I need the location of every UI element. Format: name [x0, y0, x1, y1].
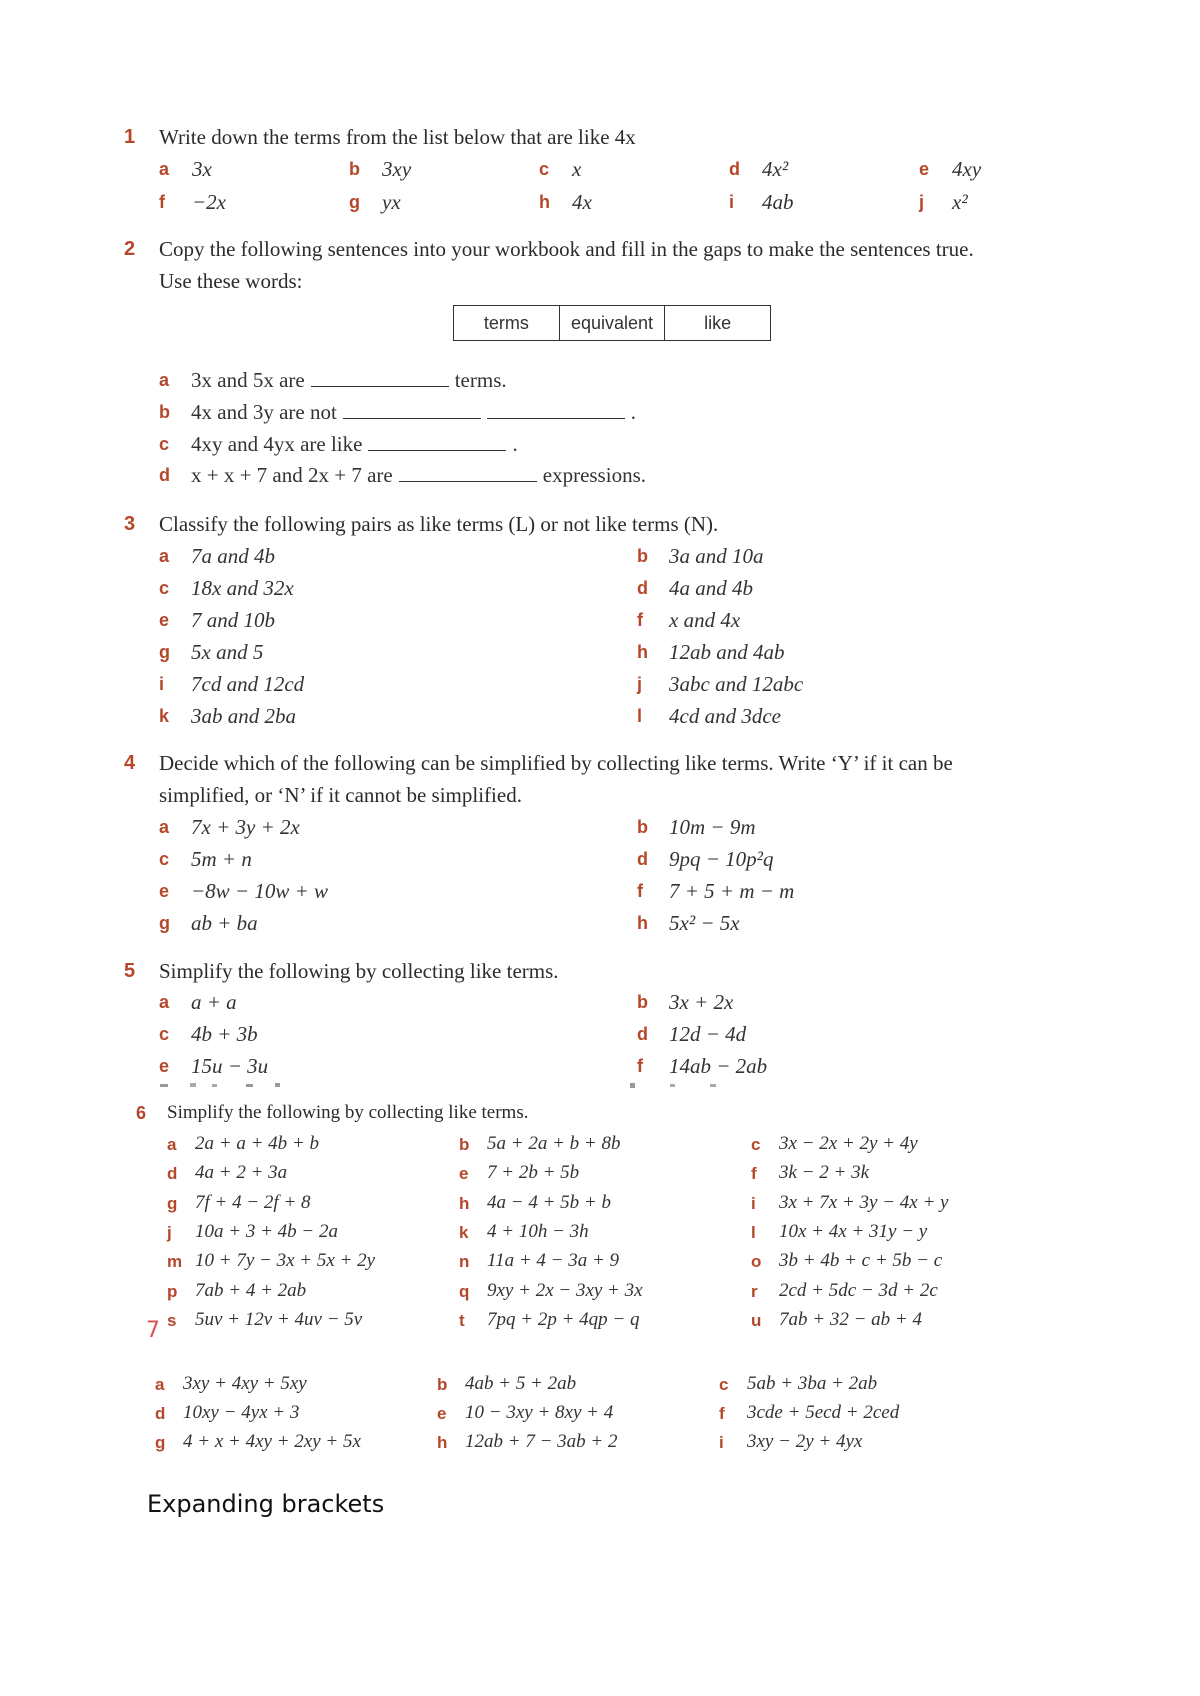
item-expression: 3x − 2x + 2y + 4y — [779, 1133, 918, 1154]
item-label: e — [459, 1164, 469, 1184]
cropped-row-fragment — [150, 1082, 1030, 1088]
item-label: e — [159, 881, 170, 901]
item-expression: 2cd + 5dc − 3d + 2c — [779, 1279, 938, 1301]
item-expression: 4x — [572, 190, 592, 214]
item-label: d — [159, 465, 170, 485]
question-2-number: 2 — [124, 238, 136, 260]
item-label: f — [637, 1056, 643, 1076]
word-equivalent: equivalent — [559, 306, 665, 340]
item-label: n — [459, 1252, 470, 1272]
item-expression: 4 + x + 4xy + 2xy + 5x — [183, 1431, 361, 1452]
item-label: d — [637, 1024, 648, 1044]
item-label: m — [167, 1252, 183, 1272]
item-label: a — [155, 1375, 165, 1394]
item-label: e — [159, 1056, 170, 1076]
item-expression: a + a — [191, 990, 237, 1014]
question-1-prompt: Write down the terms from the list below that are like 4x — [159, 125, 636, 149]
item-label: h — [637, 642, 648, 662]
item-expression: 4a and 4b — [669, 576, 753, 600]
item-label: c — [751, 1135, 761, 1154]
item-label: j — [919, 192, 925, 212]
sentence-start: 3x and 5x are — [191, 368, 305, 392]
item-expression: 3abc and 12abc — [669, 672, 804, 696]
question-7-number: 7 — [146, 1318, 160, 1343]
item-label: g — [159, 642, 170, 662]
item-expression: 5m + n — [191, 847, 252, 871]
item-label: h — [459, 1193, 470, 1213]
item-label: c — [539, 159, 550, 179]
item-label: g — [167, 1193, 178, 1213]
item-label: a — [159, 817, 170, 837]
question-3-prompt: Classify the following pairs as like terms (L) or not like terms (N). — [159, 512, 719, 536]
answer-blank — [311, 370, 449, 387]
item-label: f — [719, 1404, 725, 1423]
item-expression: 7f + 4 − 2f + 8 — [195, 1191, 311, 1213]
item-label: b — [349, 159, 360, 179]
item-expression: 7cd and 12cd — [191, 672, 305, 696]
item-expression: 10m − 9m — [669, 815, 756, 839]
item-expression: 10xy − 4yx + 3 — [183, 1402, 300, 1423]
item-expression: 7pq + 2p + 4qp − q — [487, 1308, 640, 1330]
item-expression: 4cd and 3dce — [669, 704, 781, 728]
sentence-end: . — [512, 432, 518, 456]
item-expression: 4x² — [762, 157, 789, 181]
word-box — [453, 305, 771, 341]
item-expression: 5x and 5 — [191, 640, 264, 664]
sentence-end: terms. — [454, 368, 507, 392]
item-expression: x² — [952, 190, 968, 214]
item-label: g — [349, 192, 360, 212]
question-4-prompt-cont: simplified, or ‘N’ if it cannot be simplified. — [159, 783, 522, 807]
item-expression: 4ab — [762, 190, 794, 214]
question-2-prompt-words: Use these words: — [159, 269, 303, 293]
item-label: q — [459, 1281, 470, 1301]
section-heading: Expanding brackets — [147, 1490, 385, 1518]
item-expression: 12d − 4d — [669, 1022, 747, 1046]
item-expression: 18x and 32x — [191, 576, 294, 600]
item-label: b — [637, 992, 648, 1012]
item-expression: 7x + 3y + 2x — [191, 815, 300, 839]
item-expression: yx — [382, 190, 401, 214]
item-label: r — [751, 1281, 758, 1301]
item-expression: 4xy — [952, 157, 982, 181]
item-expression: 3x + 7x + 3y − 4x + y — [779, 1191, 949, 1213]
item-label: b — [437, 1375, 448, 1394]
item-expression: x and 4x — [669, 608, 741, 632]
item-label: s — [167, 1310, 177, 1330]
item-label: d — [637, 578, 648, 598]
answer-blank — [343, 402, 481, 419]
item-expression: 9pq − 10p²q — [669, 847, 774, 871]
item-label: b — [637, 817, 648, 837]
word-terms: terms — [483, 313, 529, 333]
item-expression: −2x — [192, 190, 226, 214]
item-label: a — [159, 992, 170, 1012]
item-expression: 3ab and 2ba — [191, 704, 296, 728]
item-label: i — [159, 674, 165, 694]
fill-in-sentence — [191, 463, 646, 488]
answer-blank — [368, 434, 506, 451]
item-label: l — [751, 1222, 756, 1242]
item-expression: 3x — [192, 157, 212, 181]
item-label: b — [459, 1135, 470, 1154]
item-label: a — [159, 370, 170, 390]
item-label: o — [751, 1252, 762, 1272]
item-label: f — [159, 192, 165, 212]
answer-blank — [487, 402, 625, 419]
item-expression: 4a + 2 + 3a — [195, 1162, 288, 1184]
item-expression: 10a + 3 + 4b − 2a — [195, 1220, 338, 1242]
item-label: i — [719, 1433, 724, 1452]
question-4-prompt: Decide which of the following can be simplified by collecting like terms. Write ‘Y’ if it can be — [159, 751, 953, 775]
sentence-end: expressions. — [542, 463, 646, 487]
item-expression: 5x² − 5x — [669, 911, 740, 935]
item-expression: 9xy + 2x − 3xy + 3x — [487, 1279, 643, 1301]
item-expression: 7 + 5 + m − m — [669, 879, 795, 903]
item-expression: 15u − 3u — [191, 1054, 269, 1078]
item-label: j — [637, 674, 643, 694]
sentence-start: 4x and 3y are not — [191, 400, 337, 424]
item-expression: 7 + 2b + 5b — [487, 1162, 580, 1184]
question-6-prompt: Simplify the following by collecting like terms. — [167, 1102, 529, 1123]
item-label: h — [539, 192, 550, 212]
item-label: a — [159, 546, 170, 566]
item-label: f — [751, 1164, 757, 1184]
item-expression: 5a + 2a + b + 8b — [487, 1133, 621, 1154]
answer-blank — [399, 465, 537, 482]
item-label: f — [637, 610, 643, 630]
item-expression: 4 + 10h − 3h — [487, 1220, 589, 1242]
item-expression: 4a − 4 + 5b + b — [487, 1191, 611, 1213]
item-label: j — [167, 1222, 172, 1242]
item-label: p — [167, 1281, 178, 1301]
item-expression: 7a and 4b — [191, 544, 275, 568]
item-expression: 7ab + 4 + 2ab — [195, 1279, 307, 1301]
item-label: a — [159, 159, 170, 179]
item-label: h — [437, 1433, 448, 1452]
item-label: c — [159, 434, 170, 454]
item-label: t — [459, 1310, 465, 1330]
item-label: e — [159, 610, 170, 630]
item-expression: 14ab − 2ab — [669, 1054, 768, 1078]
item-label: h — [637, 913, 648, 933]
item-label: u — [751, 1310, 762, 1330]
item-label: k — [159, 706, 170, 726]
item-expression: 5uv + 12v + 4uv − 5v — [195, 1308, 363, 1330]
item-label: c — [159, 1024, 170, 1044]
item-expression: 5ab + 3ba + 2ab — [747, 1373, 878, 1394]
item-expression: 10 − 3xy + 8xy + 4 — [465, 1402, 614, 1423]
item-label: d — [155, 1404, 166, 1423]
item-expression: 3b + 4b + c + 5b − c — [779, 1250, 943, 1272]
question-6-number: 6 — [136, 1103, 147, 1123]
item-label: i — [729, 192, 735, 212]
item-label: l — [637, 706, 643, 726]
item-label: d — [167, 1164, 178, 1184]
item-label: d — [729, 159, 740, 179]
item-expression: −8w − 10w + w — [191, 879, 329, 903]
item-expression: 7ab + 32 − ab + 4 — [779, 1308, 922, 1330]
question-4-number: 4 — [124, 752, 136, 774]
question-1-number: 1 — [124, 126, 136, 148]
item-label: f — [637, 881, 643, 901]
item-expression: 2a + a + 4b + b — [195, 1133, 319, 1154]
item-expression: 3k − 2 + 3k — [779, 1162, 870, 1184]
item-label: k — [459, 1222, 469, 1242]
item-label: g — [155, 1433, 166, 1452]
item-label: b — [159, 402, 170, 422]
item-expression: 3x + 2x — [669, 990, 734, 1014]
item-expression: x — [572, 157, 582, 181]
item-label: c — [719, 1375, 729, 1394]
item-expression: 10 + 7y − 3x + 5x + 2y — [195, 1250, 376, 1272]
item-expression: 11a + 4 − 3a + 9 — [487, 1250, 620, 1272]
item-expression: ab + ba — [191, 911, 258, 935]
item-label: i — [751, 1193, 756, 1213]
item-label: g — [159, 913, 170, 933]
question-2-prompt: Copy the following sentences into your workbook and fill in the gaps to make the sentences true. — [159, 237, 974, 261]
sentence-start: 4xy and 4yx are like — [191, 432, 363, 456]
question-3-number: 3 — [124, 513, 136, 535]
item-label: e — [437, 1404, 447, 1423]
word-like: like — [664, 306, 770, 340]
item-expression: 12ab and 4ab — [669, 640, 785, 664]
fill-in-sentence — [191, 432, 518, 457]
item-expression: 3xy − 2y + 4yx — [747, 1431, 863, 1452]
fill-in-sentence — [191, 400, 636, 425]
sentence-start: x + x + 7 and 2x + 7 are — [191, 463, 393, 487]
item-expression: 3cde + 5ecd + 2ced — [747, 1402, 900, 1423]
item-label: a — [167, 1135, 177, 1154]
item-label: c — [159, 578, 170, 598]
question-5-prompt: Simplify the following by collecting like terms. — [159, 959, 559, 983]
item-expression: 3xy — [382, 157, 412, 181]
fill-in-sentence — [191, 368, 507, 393]
item-label: d — [637, 849, 648, 869]
item-expression: 4b + 3b — [191, 1022, 258, 1046]
item-label: c — [159, 849, 170, 869]
item-expression: 3a and 10a — [669, 544, 764, 568]
item-expression: 12ab + 7 − 3ab + 2 — [465, 1431, 618, 1452]
item-expression: 7 and 10b — [191, 608, 275, 632]
question-5-number: 5 — [124, 960, 136, 982]
sentence-end: . — [630, 400, 637, 424]
item-expression: 3xy + 4xy + 5xy — [183, 1373, 307, 1394]
item-expression: 10x + 4x + 31y − y — [779, 1220, 928, 1242]
item-label: b — [637, 546, 648, 566]
item-label: e — [919, 159, 930, 179]
item-expression: 4ab + 5 + 2ab — [465, 1373, 577, 1394]
